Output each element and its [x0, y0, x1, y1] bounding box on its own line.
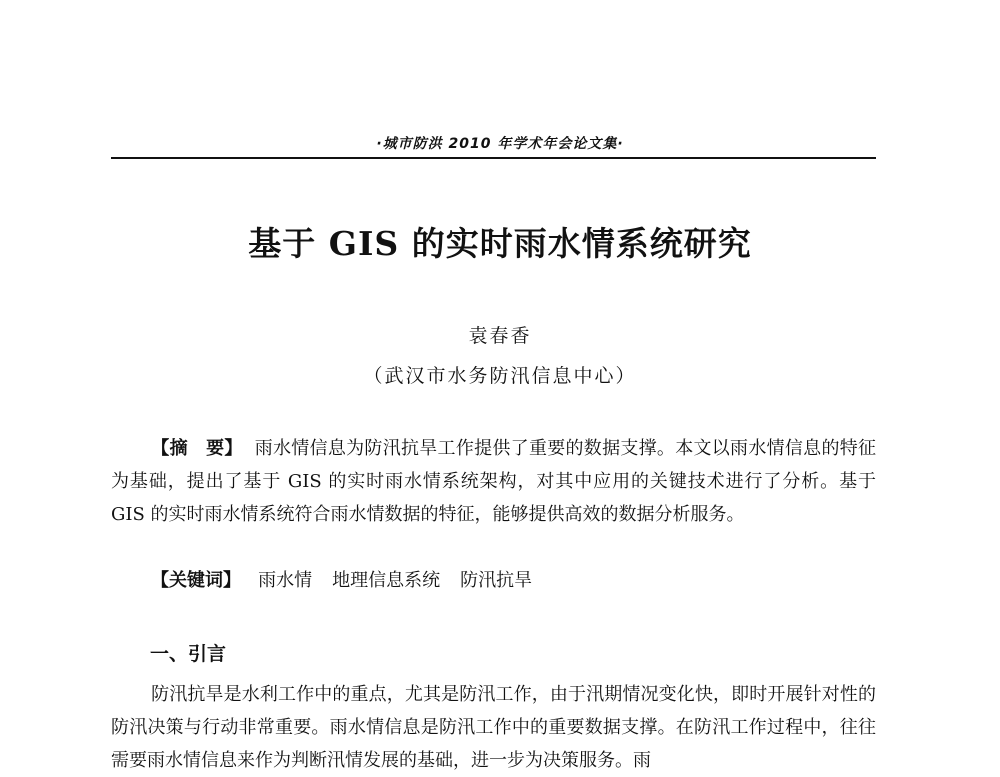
abstract-paragraph	[111, 432, 876, 531]
keyword-item: 雨水情	[258, 570, 313, 591]
intro-text: 防汛抗旱是水利工作中的重点，尤其是防汛工作，由于汛期情况变化快，即时开展针对性的防汛决策与行动非常重要。雨水情信息是防汛工作中的重要数据支撑。在防汛工作过程中，往往需要雨水情信息来作为判断汛情发展的基础，进一步为决策服务。雨	[111, 684, 876, 771]
intro-paragraph	[111, 678, 876, 777]
keyword-item: 地理信息系统	[332, 570, 441, 591]
running-header: ·城市防洪 2010 年学术年会论文集·	[376, 136, 624, 152]
author-affiliation: （武汉市水务防汛信息中心）	[363, 365, 637, 387]
keywords-label: 【关键词】	[151, 570, 241, 591]
abstract-text: 雨水情信息为防汛抗旱工作提供了重要的数据支撑。本文以雨水情信息的特征为基础，提出了基于 GIS 的实时雨水情系统架构，对其中应用的关键技术进行了分析。基于 GIS 的实时雨水情系统符合雨水情数据的特征，能够提供高效的数据分析服务。	[111, 438, 877, 525]
author-name: 袁春香	[468, 325, 532, 347]
paper-title: 基于 GIS 的实时雨水情系统研究	[248, 224, 752, 263]
keywords-paragraph	[111, 564, 876, 597]
abstract-label: 【摘 要】	[151, 438, 243, 459]
keyword-item: 防汛抗旱	[460, 570, 533, 591]
section-heading: 一、引言	[150, 643, 227, 665]
header-rule	[111, 157, 876, 159]
